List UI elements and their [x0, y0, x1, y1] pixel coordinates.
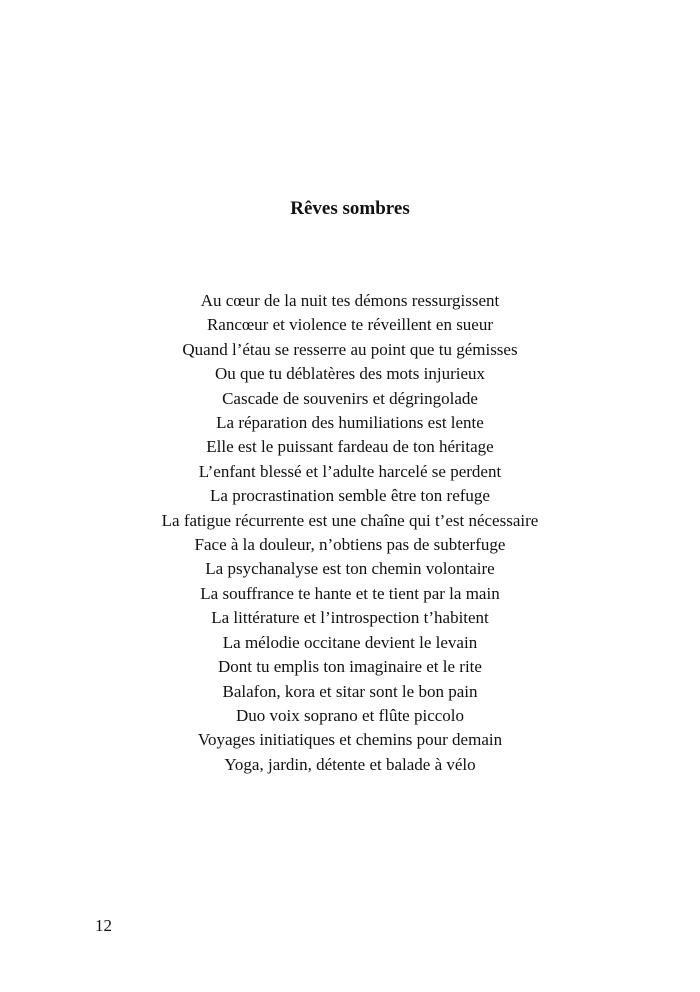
poem-line: Elle est le puissant fardeau de ton héritage	[206, 437, 494, 457]
poem-line: Balafon, kora et sitar sont le bon pain	[222, 681, 478, 701]
poem-line: Rancœur et violence te réveillent en sueur	[206, 315, 494, 335]
poem-line: Face à la douleur, n’obtiens pas de subterfuge	[194, 535, 506, 555]
poem-line: Quand l’étau se resserre au point que tu gémisses	[182, 339, 518, 359]
poem-line: Cascade de souvenirs et dégringolade	[222, 388, 478, 408]
poem-line: Dont tu emplis ton imaginaire et le rite	[218, 657, 482, 677]
page-number: 12	[95, 916, 112, 935]
poem-line: L’enfant blessé et l’adulte harcelé se perdent	[198, 461, 502, 481]
poem-line: Au cœur de la nuit tes démons ressurgissent	[200, 291, 500, 310]
poem-title: Rêves sombres	[290, 198, 410, 219]
poem-line: La réparation des humiliations est lente	[216, 413, 484, 433]
poem-line: Voyages initiatiques et chemins pour demain	[197, 730, 503, 750]
poem-line: La fatigue récurrente est une chaîne qui t’est nécessaire	[161, 510, 539, 530]
poem-body	[0, 289, 700, 777]
poem-line: La mélodie occitane devient le levain	[222, 632, 478, 652]
poem-line: La littérature et l’introspection t’habitent	[211, 608, 489, 628]
poem-line: Ou que tu déblatères des mots injurieux	[214, 364, 486, 384]
poem-line: La procrastination semble être ton refuge	[210, 486, 490, 506]
poem-line: La psychanalyse est ton chemin volontaire	[205, 559, 495, 579]
poem-line: Yoga, jardin, détente et balade à vélo	[224, 754, 476, 774]
poem-line: La souffrance te hante et te tient par la main	[200, 583, 500, 603]
poem-line: Duo voix soprano et flûte piccolo	[235, 705, 465, 725]
